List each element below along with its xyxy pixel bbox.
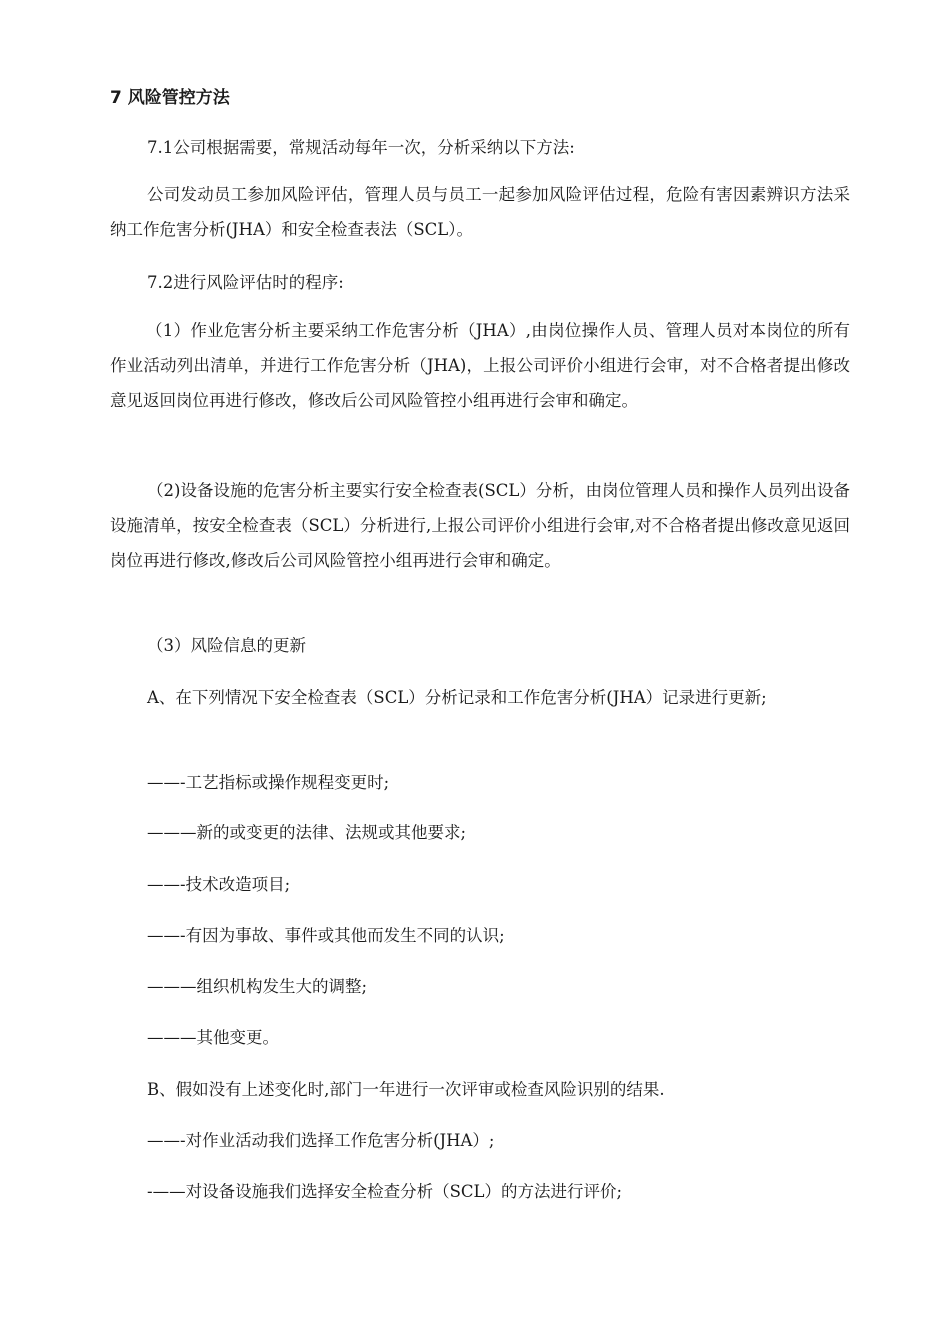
paragraph-item-1: （1）作业危害分析主要采纳工作危害分析（JHA）,由岗位操作人员、管理人员对本岗位的所有作业活动列出清单，并进行工作危害分析（JHA)，上报公司评价小组进行会审，对不合格者提出修改意见返回岗位再进行修改，修改后公司风险管控小组再进行会审和确定。 [110,321,850,410]
paragraph-risk-assessment: 公司发动员工参加风险评估，管理人员与员工一起参加风险评估过程，危险有害因素辨识方法采纳工作危害分析(JHA）和安全检查表法（SCL）。 [110,185,850,239]
list-item-legal-change: ———新的或变更的法律、法规或其他要求; [147,823,467,842]
paragraph-item-3: （3）风险信息的更新 [147,636,306,655]
list-item-process-change: ——-工艺指标或操作规程变更时; [147,773,390,792]
list-item-tech-project: ——-技术改造项目; [147,875,291,894]
paragraph-7-2: 7.2进行风险评估时的程序: [147,273,344,292]
paragraph-update-b: B、假如没有上述变化时,部门一年进行一次评审或检查风险识别的结果. [147,1080,665,1099]
paragraph-7-1: 7.1公司根据需要，常规活动每年一次，分析采纳以下方法: [147,138,575,157]
section-heading: 7 风险管控方法 [110,88,230,108]
list-item-other-change: ———其他变更。 [147,1028,279,1047]
paragraph-update-a: A、在下列情况下安全检查表（SCL）分析记录和工作危害分析(JHA）记录进行更新; [147,688,767,707]
list-item-scl-method: -——对设备设施我们选择安全检查分析（SCL）的方法进行评价; [147,1182,623,1201]
list-item-jha-method: ——-对作业活动我们选择工作危害分析(JHA）; [147,1131,495,1150]
paragraph-item-2: （2)设备设施的危害分析主要实行安全检查表(SCL）分析，由岗位管理人员和操作人员列出设备设施清单，按安全检查表（SCL）分析进行,上报公司评价小组进行会审,对不合格者提出修改意见返回岗位再进行修改,修改后公司风险管控小组再进行会审和确定。 [110,481,850,570]
list-item-new-understanding: ——-有因为事故、事件或其他而发生不同的认识; [147,926,505,945]
list-item-org-change: ———组织机构发生大的调整; [147,977,368,996]
